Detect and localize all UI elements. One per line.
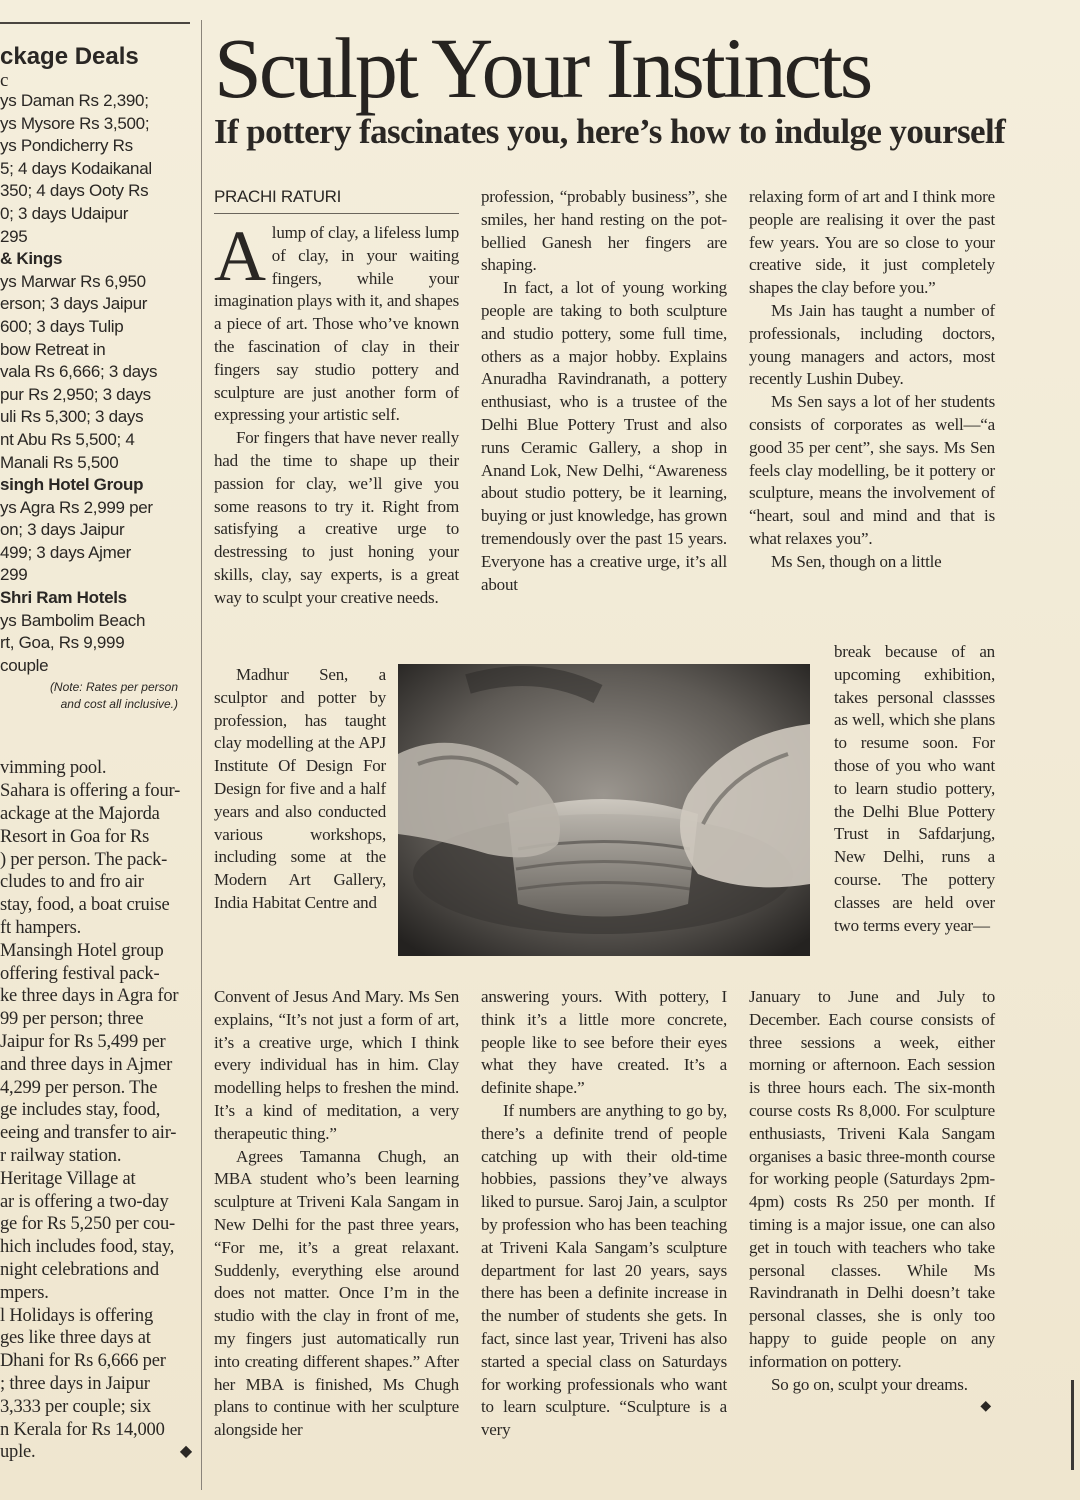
sidebar-deal-line: pur Rs 2,950; 3 days	[0, 384, 151, 404]
sidebar-body-line: stay, food, a boat cruise	[0, 895, 170, 916]
sidebar-deal-line: couple	[0, 655, 49, 675]
sidebar-deal-line: 295	[0, 226, 28, 246]
sidebar-body-line: ar is offering a two-day	[0, 1191, 169, 1212]
sidebar-deal-heading: Shri Ram Hotels	[0, 588, 127, 608]
sidebar-body-line: ge includes stay, food,	[0, 1100, 161, 1121]
sidebar-body-line: uple. ◆	[0, 1442, 192, 1463]
sidebar-body-line: 3,333 per couple; six	[0, 1396, 151, 1417]
sidebar-deal-line: ys Mysore Rs 3,500;	[0, 113, 150, 133]
sidebar-column	[0, 22, 192, 1500]
sidebar-deal-line: 299	[0, 565, 28, 585]
article-paragraph: profession, “probably business”, she smiles, her hand resting on the pot-bellied Ganesh her fingers are shaping.	[481, 187, 727, 275]
sidebar-body-line: r railway station.	[0, 1145, 122, 1166]
pottery-hands-photo	[398, 664, 810, 956]
sidebar-body-line: Dhani for Rs 6,666 per	[0, 1351, 166, 1372]
sidebar-body-line: Sahara is offering a four-	[0, 781, 181, 802]
article-paragraph: January to June and July to December. Each course consists of three sessions a week, either morning or afternoon. Each session is three hours each. The six-month course costs Rs 8,000. For sculpture enthusiasts, Triveni Kala Sangam organises a basic three-month course for working people (Saturdays 2pm-4pm) costs Rs 250 per month. If timing is a major issue, one can also get in touch with teachers who take personal classes. While Ms Ravindranath in Delhi doesn’t take personal classes, she is only too happy to guide people on any information on pottery.	[749, 987, 995, 1371]
sidebar-body-line: vimming pool.	[0, 758, 107, 779]
sidebar-body-line: ke three days in Agra for	[0, 986, 179, 1007]
sidebar-body-line: Mansingh Hotel group	[0, 940, 164, 961]
sidebar-body-line: 4,299 per person. The	[0, 1077, 158, 1098]
sidebar-deal-line: 0; 3 days Udaipur	[0, 203, 129, 223]
article-paragraph: Agrees Tamanna Chugh, an MBA student who’s been learning sculpture at Triveni Kala Sangam in New Delhi for the past three years, “For me, it’s a great relaxant. Suddenly, everything else around does not matter. Once I’m in the studio with the clay in front of me, my fingers just automatically run into creating different shapes.” After her MBA is finished, Ms Chugh plans to continue with her sculpture alongside her	[214, 1146, 459, 1440]
column-divider	[201, 20, 202, 1490]
article-deck: If pottery fascinates you, here’s how to indulge yourself	[214, 112, 1006, 151]
article-column-1-tail	[214, 986, 459, 1442]
sidebar-note	[0, 679, 192, 713]
paragraph-text: So go on, sculpt your dreams.	[771, 1374, 968, 1394]
sidebar-body-line: hich includes food, stay,	[0, 1237, 175, 1258]
sidebar-body-line: and three days in Ajmer	[0, 1054, 173, 1075]
sidebar-deal-line: rt, Goa, Rs 9,999	[0, 633, 125, 653]
sidebar-body-line: ges like three days at	[0, 1328, 151, 1349]
sidebar-body-line: l Holidays is offering	[0, 1305, 154, 1326]
sidebar-deal-line: ys Marwar Rs 6,950	[0, 271, 146, 291]
sidebar-deal-line: ys Agra Rs 2,999 per	[0, 497, 153, 517]
sidebar-deal-line: Manali Rs 5,500	[0, 452, 119, 472]
sidebar-deal-line: 499; 3 days Ajmer	[0, 542, 131, 562]
article-column-2-lower	[481, 986, 727, 1442]
sidebar-body-line: 99 per person; three	[0, 1009, 144, 1030]
article-paragraph: break because of an upcoming exhibition, takes personal classses as well, which she plans to resume soon. For those of you who want to learn studio pottery, the Delhi Blue Pottery Trust in Safdarjung, New Delhi, runs a course. The pottery classes are held over two terms every year—	[834, 642, 995, 935]
sidebar-body-line: ge for Rs 5,250 per cou-	[0, 1214, 176, 1235]
photo-illustration	[398, 664, 810, 956]
sidebar-deal-line: vala Rs 6,666; 3 days	[0, 362, 158, 382]
sidebar-body-line: night celebrations and	[0, 1259, 159, 1280]
sidebar-note-line-1: (Note: Rates per person	[49, 680, 178, 695]
sidebar-deal-line: nt Abu Rs 5,500; 4	[0, 429, 135, 449]
end-mark-icon: ◆	[179, 1443, 192, 1461]
article-column-2	[481, 186, 727, 596]
sidebar-body-line: Heritage Village at	[0, 1168, 136, 1189]
article-column-3-wrap	[834, 641, 995, 937]
sidebar-body-line: ackage at the Majorda	[0, 804, 160, 825]
article-paragraph: In fact, a lot of young working people are taking to both sculpture and studio pottery, some full time, others as a major hobby. Explains Anuradha Ravindranath, a pottery enthusiast, who is a trustee of the Delhi Blue Pottery Trust and also runs Ceramic Gallery, a shop in Anand Lok, New Delhi, “Awareness about studio pottery, be it learning, buying or just knowledge, has grown tremendously over the past 15 years. Everyone has a creative urge, it’s all about	[481, 278, 727, 594]
article-column-1	[214, 186, 459, 610]
sidebar-deal-line: on; 3 days Jaipur	[0, 520, 125, 540]
article-column-1-wrap	[214, 664, 386, 915]
sidebar-body-line: Jaipur for Rs 5,499 per	[0, 1032, 166, 1052]
article-column-3	[749, 186, 995, 574]
article-paragraph: answering yours. With pottery, I think it’s a little more concrete, people like to see before their eyes what they have created. It’s a definite shape.”	[481, 987, 727, 1098]
article-paragraph: Ms Jain has taught a number of professionals, including doctors, young managers and actors, most recently Lushin Dubey.	[749, 300, 995, 389]
sidebar-inner	[0, 22, 192, 1464]
sidebar-title: ckage Deals	[0, 43, 139, 70]
sidebar-body-line: ) per person. The pack-	[0, 849, 168, 870]
end-mark-icon: ◆	[980, 1399, 991, 1415]
article-paragraph	[749, 1374, 995, 1415]
article-paragraph: Ms Sen, though on a little	[771, 551, 942, 571]
article-paragraph	[214, 216, 459, 427]
sidebar-deal-heading: & Kings	[0, 249, 63, 269]
sidebar-deal-line: 350; 4 days Ooty Rs	[0, 181, 149, 201]
sidebar-body-line: ; three days in Jaipur	[0, 1373, 150, 1394]
sidebar-body-line: mpers.	[0, 1282, 49, 1303]
sidebar-deal-list	[0, 90, 192, 677]
article-column-3-lower	[749, 986, 995, 1419]
sidebar-deal-line: 5; 4 days Kodaikanal	[0, 158, 152, 178]
drop-cap: A	[214, 216, 266, 296]
paragraph-text: lump of clay, a lifeless lump of clay, in your waiting fingers, while your imagination plays with it, and shapes a piece of art. Those who’ve known the fascination of clay in their fingers say studio pottery and sculpture are just another form of expressing your artistic self.	[214, 223, 459, 425]
sidebar-body-line: n Kerala for Rs 14,000	[0, 1419, 165, 1440]
article-paragraph: Convent of Jesus And Mary. Ms Sen explains, “It’s not just a form of art, it’s a creative urge, which I think every individual has in him. Clay modelling helps to freshen the mind. It’s a kind of meditation, a very therapeutic thing.”	[214, 987, 459, 1143]
article-paragraph: Madhur Sen, a sculptor and potter by profession, has taught clay modelling at the APJ Institute Of Design For Design for five and a half years and also conducted various workshops, including some at the Modern Art Gallery, India Habitat Centre and	[214, 665, 386, 912]
sidebar-body-line: offering festival pack-	[0, 963, 160, 984]
sidebar-deal-line: 600; 3 days Tulip	[0, 316, 124, 336]
sidebar-body-line: ft hampers.	[0, 918, 82, 939]
sidebar-subtitle: c	[0, 70, 9, 91]
sidebar-deal-line: erson; 3 days Jaipur	[0, 294, 148, 314]
sidebar-body-line: eeing and transfer to air-	[0, 1123, 177, 1144]
sidebar-note-line-2: and cost all inclusive.)	[60, 697, 178, 712]
article-paragraph: For fingers that have never really had the time to shape up their passion for clay, we’ll give you some reasons to try it. Right from satisfying a creative urge to destressing to just honing your skills, clay, say experts, is a great way to sculpt your creative needs.	[214, 428, 459, 607]
sidebar-deal-line: bow Retreat in	[0, 339, 106, 359]
sidebar-deal-line: ys Pondicherry Rs	[0, 136, 133, 156]
sidebar-body-text	[0, 757, 192, 1464]
article-paragraph: relaxing form of art and I think more people are realising it over the past few years. You are so close to your creative side, it just completely shapes the clay before you.”	[749, 187, 995, 298]
sidebar-deal-line: ys Bambolim Beach	[0, 610, 146, 630]
article-byline: PRACHI RATURI	[214, 186, 459, 214]
article-headline: Sculpt Your Instincts	[214, 20, 871, 116]
sidebar-body-line: cludes to and fro air	[0, 872, 144, 893]
sidebar-deal-line: uli Rs 5,300; 3 days	[0, 407, 144, 427]
sidebar-deal-line: ys Daman Rs 2,390;	[0, 91, 149, 110]
sidebar-deal-heading: singh Hotel Group	[0, 475, 144, 495]
article-paragraph: If numbers are anything to go by, there’s a definite trend of people catching up with their old-time hobbies, passions they’ve always liked to pursue. Saroj Jain, a sculptor by profession who has been teaching at Triveni Kala Sangam’s sculpture department for last 20 years, says there has been a definite increase in the number of students she gets. In fact, since last year, Triveni has also started a special class on Saturdays for working professionals who want to learn sculpture. “Sculpture is a very	[481, 1100, 727, 1440]
scan-edge-mark	[1071, 1380, 1074, 1470]
article-paragraph: Ms Sen says a lot of her students consists of corporates as well—“a good 35 per cent”, she says. Ms Sen feels clay modelling, be it pottery or sculpture, means the involvement of “heart, soul and mind and that is what relaxes you”.	[749, 392, 995, 548]
sidebar-body-line: Resort in Goa for Rs	[0, 826, 150, 847]
